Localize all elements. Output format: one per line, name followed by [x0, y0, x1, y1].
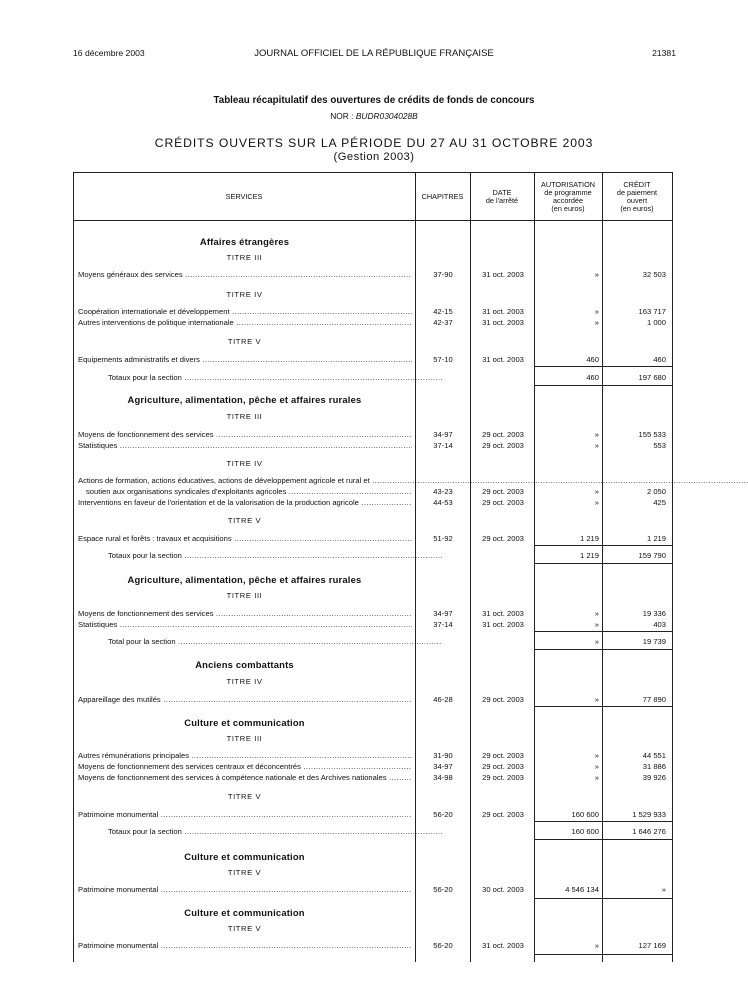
row-credit: 39 926 [642, 773, 666, 782]
section-end-rule [534, 954, 673, 955]
row-date: 31 oct. 2003 [482, 620, 524, 629]
nor-value: BUDR0304028B [355, 111, 418, 121]
row-chapitre: 37-90 [433, 270, 453, 279]
column-header-chapitres [415, 177, 470, 217]
row-service: Patrimoine monumental ..... [78, 809, 412, 820]
header-date: 16 décembre 2003 [73, 48, 145, 58]
row-date: 29 oct. 2003 [482, 487, 524, 496]
subtotal-rule [534, 545, 673, 546]
row-autorisation: 460 [586, 355, 599, 364]
row-date: 31 oct. 2003 [482, 270, 524, 279]
row-autorisation: 1 219 [579, 551, 599, 560]
table-row [73, 429, 673, 440]
row-service: Moyens de fonctionnement des services ..... [78, 429, 412, 440]
row-autorisation: » [594, 637, 599, 646]
row-autorisation: 460 [586, 373, 599, 382]
column-header-services [73, 177, 415, 217]
row-autorisation: » [594, 751, 599, 760]
table-row [73, 884, 673, 895]
row-chapitre: 56-20 [433, 885, 453, 894]
row-autorisation: 160 600 [571, 810, 599, 819]
row-date: 29 oct. 2003 [482, 534, 524, 543]
section-heading: Agriculture, alimentation, pêche et affaires rurales [127, 394, 362, 405]
row-service-line1: Actions de formation, actions éducatives, actions de développement agricole et rural et ..... [78, 475, 412, 486]
table-row [73, 750, 673, 761]
header-journal: JOURNAL OFFICIEL DE LA RÉPUBLIQUE FRANÇAISE [254, 48, 494, 59]
row-chapitre: 31-90 [433, 751, 453, 760]
row-service: Equipements administratifs et divers ..... [78, 354, 412, 365]
table-row [73, 440, 673, 451]
column-divider-date [534, 172, 535, 962]
row-service: Moyens généraux des services ..... [78, 269, 412, 280]
column-header-credit [602, 177, 672, 217]
column-header-date-line1: DATE [492, 187, 512, 197]
row-autorisation: » [594, 498, 599, 507]
titre-heading: TITRE III [226, 591, 263, 600]
titre-heading: TITRE III [226, 412, 263, 421]
column-header-chapitres-label: CHAPITRES [421, 191, 464, 201]
section-end-rule [534, 898, 673, 899]
row-chapitre: 34-97 [433, 430, 453, 439]
row-service: Moyens de fonctionnement des services centraux et déconcentrés ..... [78, 761, 412, 772]
row-autorisation: » [594, 441, 599, 450]
row-service: Patrimoine monumental ..... [78, 884, 412, 895]
document-subtitle: CRÉDITS OUVERTS SUR LA PÉRIODE DU 27 AU 31 OCTOBRE 2003 [154, 136, 594, 150]
row-chapitre: 37-14 [433, 441, 453, 450]
table-row [73, 694, 673, 705]
section-end-rule [534, 706, 673, 707]
row-service: Moyens de fonctionnement des services ..... [78, 608, 412, 619]
titre-heading: TITRE IV [226, 290, 263, 299]
column-divider-chapitres [470, 172, 471, 962]
column-header-ap-line1: AUTORISATION [540, 179, 596, 189]
row-date: 30 oct. 2003 [482, 885, 524, 894]
table-row [73, 940, 673, 951]
table-row [73, 619, 673, 630]
row-date: 29 oct. 2003 [482, 751, 524, 760]
row-autorisation: » [594, 762, 599, 771]
row-credit: 1 529 933 [632, 810, 666, 819]
titre-heading: TITRE IV [226, 459, 263, 468]
row-date: 31 oct. 2003 [482, 307, 524, 316]
row-chapitre: 37-14 [433, 620, 453, 629]
table-row [73, 608, 673, 619]
row-credit: 460 [653, 355, 666, 364]
column-header-credit-line1: CRÉDIT [623, 179, 651, 189]
table-row [73, 809, 673, 820]
row-chapitre: 42-15 [433, 307, 453, 316]
titre-heading: TITRE V [227, 924, 262, 933]
row-service: Interventions en faveur de l'orientation et de la valorisation de la production agricole ..... [78, 497, 412, 508]
row-date: 29 oct. 2003 [482, 762, 524, 771]
row-service: Statistiques ..... [78, 440, 412, 451]
row-date: 29 oct. 2003 [482, 430, 524, 439]
row-date: 31 oct. 2003 [482, 355, 524, 364]
nor-label: NOR : [330, 111, 354, 121]
row-autorisation: » [594, 941, 599, 950]
row-service: Statistiques ..... [78, 619, 412, 630]
table-row [73, 486, 673, 497]
row-autorisation: » [594, 318, 599, 327]
section-end-rule [534, 385, 673, 386]
column-header-ap-line3: accordée [552, 196, 584, 205]
titre-heading: TITRE III [226, 253, 263, 262]
header-page-number: 21381 [652, 48, 676, 58]
table-row [73, 497, 673, 508]
table-row [73, 354, 673, 365]
row-date: 29 oct. 2003 [482, 810, 524, 819]
section-heading: Culture et communication [184, 851, 305, 862]
titre-heading: TITRE V [227, 337, 262, 346]
table-top-border [73, 172, 673, 173]
subtotal-rule [534, 821, 673, 822]
row-chapitre: 44-53 [433, 498, 453, 507]
column-header-ap-line2: de programme [544, 187, 592, 197]
row-autorisation: 1 219 [579, 534, 599, 543]
section-end-rule [534, 839, 673, 840]
column-header-credit-line3: ouvert [626, 196, 648, 205]
row-chapitre: 56-20 [433, 941, 453, 950]
row-service: Autres interventions de politique internationale ..... [78, 317, 412, 328]
row-credit: 163 717 [638, 307, 666, 316]
table-row-total [73, 636, 673, 647]
subtotal-rule [534, 631, 673, 632]
row-chapitre: 34-97 [433, 762, 453, 771]
row-chapitre: 42-37 [433, 318, 453, 327]
row-autorisation: 4 546 134 [565, 885, 599, 894]
row-service: Totaux pour la section ..... [108, 550, 442, 561]
titre-heading: TITRE V [227, 792, 262, 801]
row-date: 31 oct. 2003 [482, 609, 524, 618]
table-row-total [73, 826, 673, 837]
document-subtitle-gestion: (Gestion 2003) [333, 151, 415, 163]
row-credit: 553 [653, 441, 666, 450]
section-heading: Anciens combattants [195, 659, 294, 670]
row-autorisation: » [594, 773, 599, 782]
row-credit: 19 336 [642, 609, 666, 618]
column-header-credit-line2: de paiement [616, 187, 658, 197]
titre-heading: TITRE IV [226, 677, 263, 686]
row-credit: 77 890 [642, 695, 666, 704]
row-chapitre: 46-28 [433, 695, 453, 704]
row-service: Patrimoine monumental ..... [78, 940, 412, 951]
column-header-credit-line4: (en euros) [620, 204, 654, 214]
row-service: Coopération internationale et développement ..... [78, 306, 412, 317]
row-autorisation: » [594, 307, 599, 316]
row-autorisation: 160 600 [571, 827, 599, 836]
titre-heading: TITRE III [226, 734, 263, 743]
row-credit: 1 000 [646, 318, 666, 327]
row-credit: 31 886 [642, 762, 666, 771]
table-row-continuation [73, 475, 673, 486]
row-chapitre: 51-92 [433, 534, 453, 543]
section-end-rule [534, 649, 673, 650]
row-credit: 425 [653, 498, 666, 507]
section-heading: Culture et communication [184, 717, 305, 728]
row-date: 29 oct. 2003 [482, 498, 524, 507]
table-header-separator [73, 220, 673, 221]
table-row [73, 761, 673, 772]
row-autorisation: » [594, 270, 599, 279]
column-header-ap-line4: (en euros) [551, 204, 585, 214]
table-row [73, 533, 673, 544]
row-service: Total pour la section ..... [108, 636, 442, 647]
table-right-border [672, 172, 673, 962]
row-date: 31 oct. 2003 [482, 318, 524, 327]
row-service: Autres rémunérations principales ..... [78, 750, 412, 761]
section-heading: Affaires étrangères [199, 236, 290, 247]
row-credit: 1 219 [646, 534, 666, 543]
row-service: Totaux pour la section ..... [108, 372, 442, 383]
row-credit: 19 739 [642, 637, 666, 646]
row-credit: 1 646 276 [632, 827, 666, 836]
row-chapitre: 34-97 [433, 609, 453, 618]
row-autorisation: » [594, 430, 599, 439]
row-service: Espace rural et forêts : travaux et acquisitions ..... [78, 533, 412, 544]
row-service: soutien aux organisations syndicales d'exploitants agricoles ..... [86, 486, 412, 497]
column-divider-ap [602, 172, 603, 962]
row-credit: 403 [653, 620, 666, 629]
row-credit: 2 050 [646, 487, 666, 496]
row-chapitre: 56-20 [433, 810, 453, 819]
row-chapitre: 57-10 [433, 355, 453, 364]
column-header-autorisation [534, 177, 602, 217]
credits-table [73, 172, 673, 962]
section-end-rule [534, 563, 673, 564]
table-row-total [73, 550, 673, 561]
row-credit: 32 503 [642, 270, 666, 279]
column-header-services-label: SERVICES [225, 191, 263, 201]
row-credit: » [661, 885, 666, 894]
row-chapitre: 43-23 [433, 487, 453, 496]
row-date: 29 oct. 2003 [482, 773, 524, 782]
row-credit: 155 533 [638, 430, 666, 439]
row-autorisation: » [594, 695, 599, 704]
table-row [73, 306, 673, 317]
section-heading: Culture et communication [184, 907, 305, 918]
row-service: Moyens de fonctionnement des services à compétence nationale et des Archives nationales ..... [78, 772, 412, 783]
titre-heading: TITRE V [227, 516, 262, 525]
table-row [73, 269, 673, 280]
row-date: 29 oct. 2003 [482, 695, 524, 704]
row-chapitre: 34-98 [433, 773, 453, 782]
row-credit: 197 680 [638, 373, 666, 382]
table-row [73, 317, 673, 328]
row-date: 29 oct. 2003 [482, 441, 524, 450]
titre-heading: TITRE V [227, 868, 262, 877]
table-row-total [73, 372, 673, 383]
row-credit: 159 790 [638, 551, 666, 560]
nor-reference [0, 111, 748, 121]
column-header-date-line2: de l'arrêté [485, 196, 519, 205]
table-row [73, 772, 673, 783]
section-heading: Agriculture, alimentation, pêche et affaires rurales [127, 574, 362, 585]
row-autorisation: » [594, 487, 599, 496]
row-autorisation: » [594, 609, 599, 618]
row-service: Appareillage des mutilés ..... [78, 694, 412, 705]
row-service: Totaux pour la section ..... [108, 826, 442, 837]
row-autorisation: » [594, 620, 599, 629]
document-title: Tableau récapitulatif des ouvertures de crédits de fonds de concours [213, 95, 535, 106]
column-header-date [470, 177, 534, 217]
subtotal-rule [534, 366, 673, 367]
row-credit: 44 551 [642, 751, 666, 760]
row-credit: 127 169 [638, 941, 666, 950]
row-date: 31 oct. 2003 [482, 941, 524, 950]
